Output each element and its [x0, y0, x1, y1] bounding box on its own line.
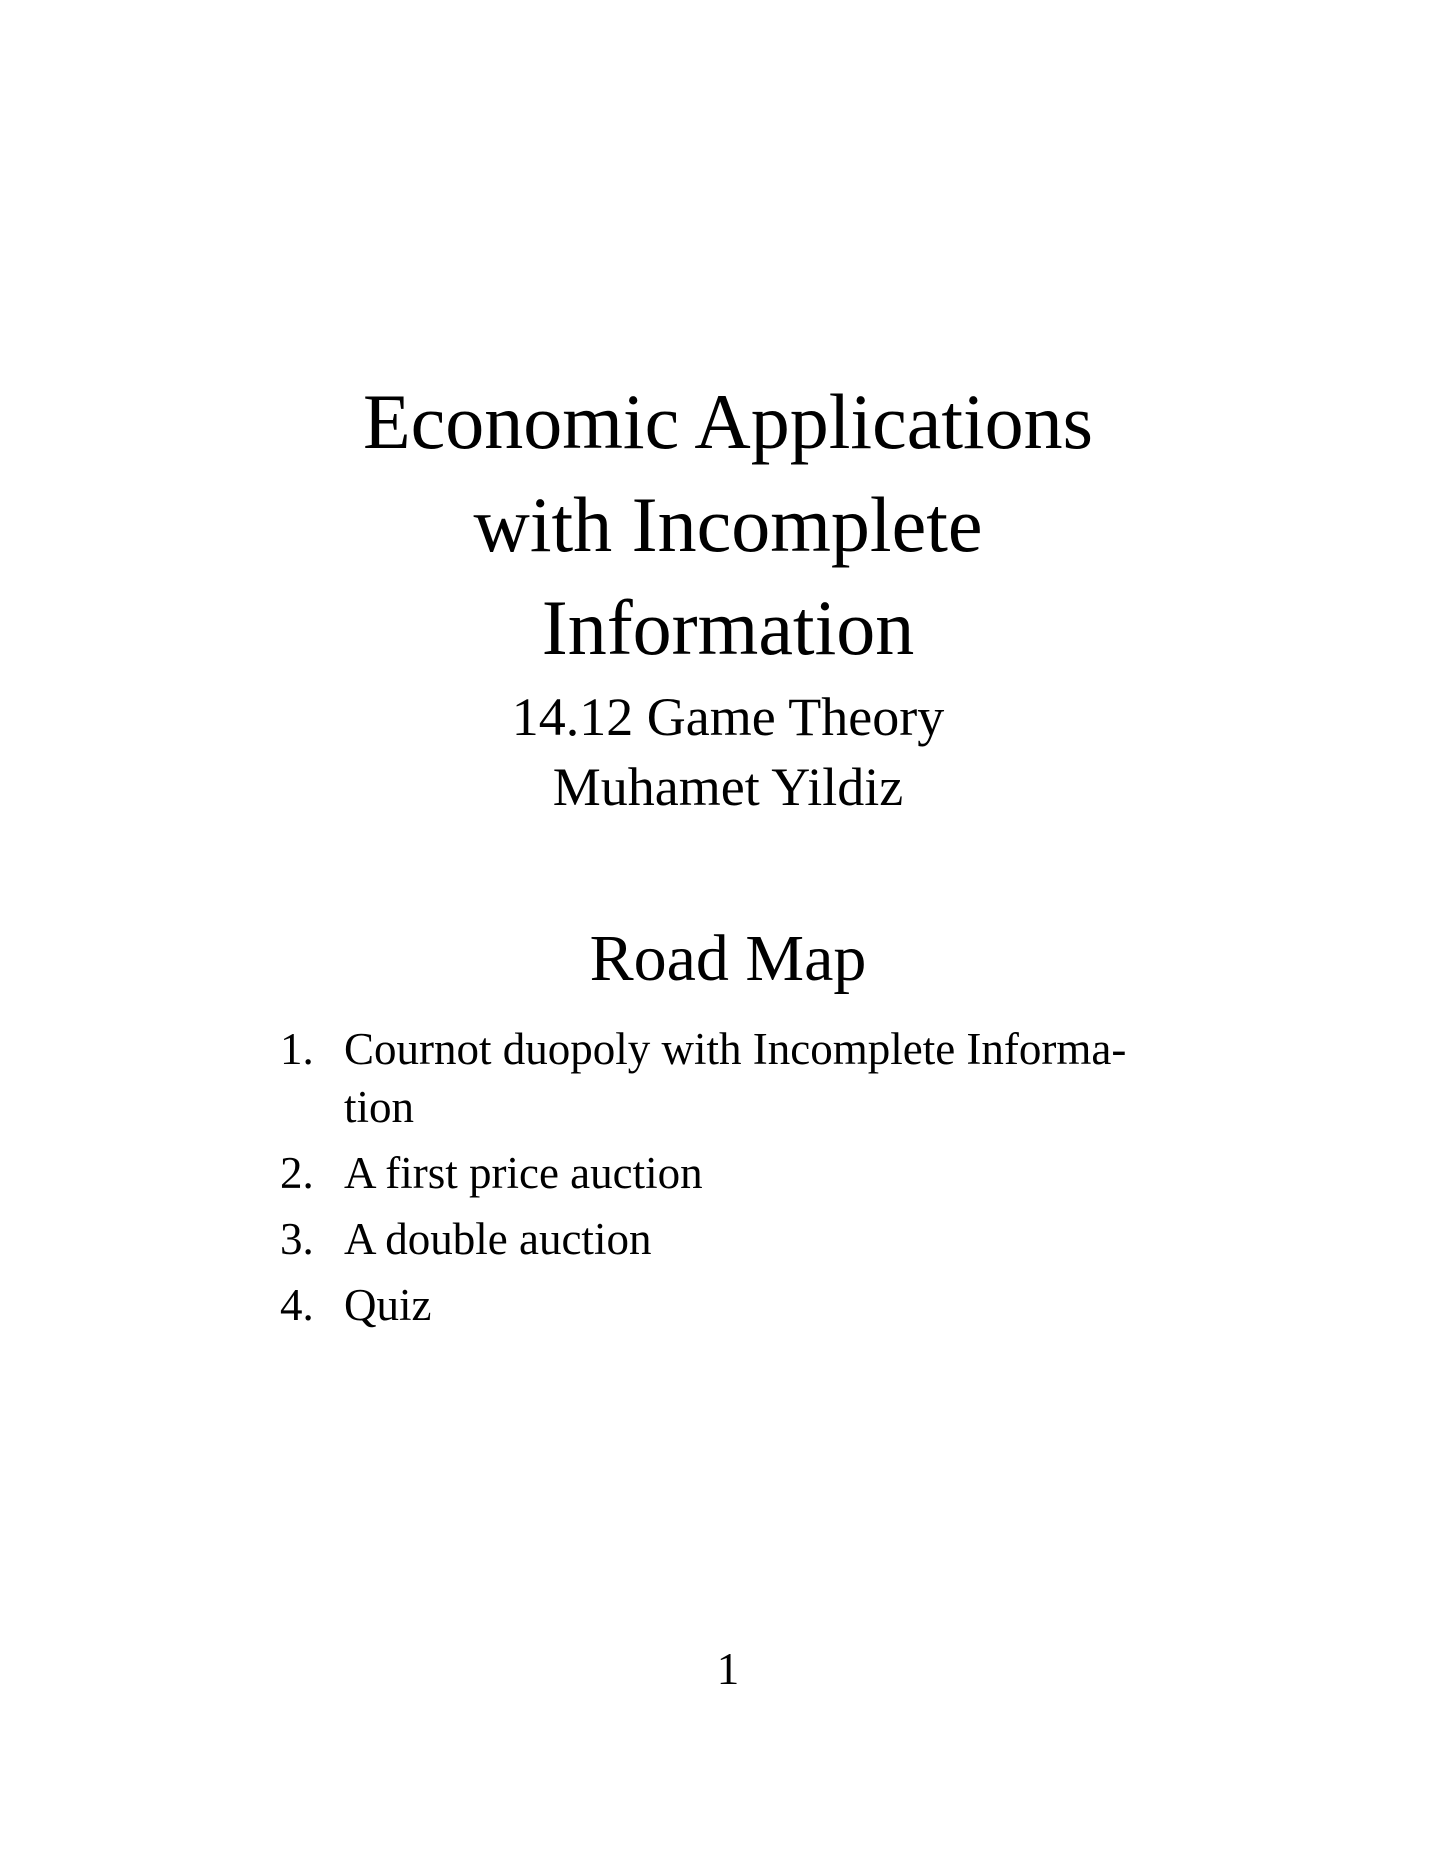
list-item-text: A double auction [344, 1214, 652, 1264]
author-name: Muhamet Yildiz [552, 757, 904, 817]
list-item [280, 1276, 1180, 1334]
title-line: Information [541, 584, 915, 671]
list-item-text: A first price auction [344, 1148, 703, 1198]
course-name: 14.12 Game Theory [511, 687, 945, 747]
title-line: Economic Applications [362, 378, 1094, 465]
list-item-number: 4. [280, 1280, 314, 1330]
list-item [280, 1210, 1180, 1268]
list-item-number: 1. [280, 1024, 314, 1074]
list-item-number: 2. [280, 1148, 314, 1198]
page-number: 1 [716, 1644, 740, 1694]
list-item-text: Quiz [344, 1280, 432, 1330]
subtitle-block [0, 682, 1456, 822]
roadmap-heading: Road Map [589, 922, 867, 995]
list-item-text: tion [344, 1082, 415, 1132]
title-line: with Incomplete [473, 481, 983, 568]
list-item-number: 3. [280, 1214, 314, 1264]
document-title [0, 370, 1456, 679]
list-item [280, 1144, 1180, 1202]
roadmap-list [280, 1020, 1180, 1342]
list-item [280, 1020, 1180, 1136]
list-item-text: Cournot duopoly with Incomplete Informa- [344, 1024, 1127, 1074]
